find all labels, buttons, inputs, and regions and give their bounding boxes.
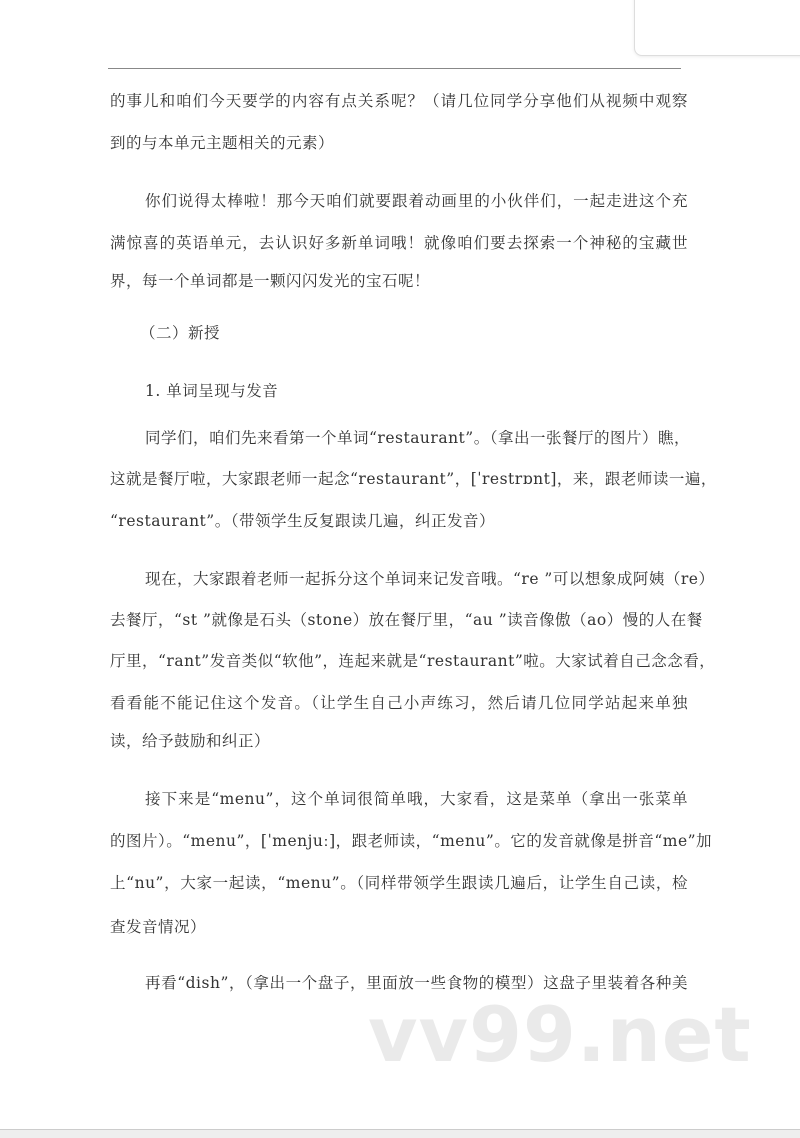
text-line: 这就是餐厅啦，大家跟老师一起念“restaurant”，[ˈrestrɒnt]，来，跟老师读一遍，: [110, 470, 717, 488]
text-line: 读，给予鼓励和纠正）: [110, 732, 271, 750]
text-line: 满惊喜的英语单元，去认识好多新单词哦！就像咱们要去探索一个神秘的宝藏世: [110, 234, 688, 252]
text-line: 接下来是“menu”，这个单词很简单哦，大家看，这是菜单（拿出一张菜单: [145, 790, 688, 808]
header-rule: [108, 68, 681, 69]
text-line: 再看“dish”，（拿出一个盘子，里面放一些食物的模型）这盘子里装着各种美: [145, 974, 688, 992]
section-heading: （二）新授: [140, 324, 221, 342]
text-line: “restaurant”。（带领学生反复跟读几遍，纠正发音）: [110, 512, 495, 530]
text-line: 你们说得太棒啦！那今天咱们就要跟着动画里的小伙伴们，一起走进这个充: [145, 192, 688, 210]
text-line: 厅里，“rant”发音类似“软他”，连起来就是“restaurant”啦。大家试着自己念念看，: [110, 652, 716, 670]
subsection-heading: 1. 单词呈现与发音: [145, 382, 279, 400]
watermark: vv99.net: [368, 990, 752, 1079]
text-line: 的图片）。“menu”，[ˈmenjuː]，跟老师读，“menu”。它的发音就像是拼音“me”加: [110, 832, 713, 850]
text-line: 的事儿和咱们今天要学的内容有点关系呢？（请几位同学分享他们从视频中观察: [110, 92, 688, 110]
text-line: 去餐厅，“st ”就像是石头（stone）放在餐厅里，“au ”读音像傲（ao）慢的人在餐: [110, 611, 703, 629]
text-line: 看看能不能记住这个发音。（让学生自己小声练习，然后请几位同学站起来单独: [110, 694, 688, 712]
text-line: 界，每一个单词都是一颗闪闪发光的宝石呢！: [110, 272, 431, 290]
text-line: 现在，大家跟着老师一起拆分这个单词来记发音哦。“re ”可以想象成阿姨（re）: [145, 570, 715, 588]
text-line: 查发音情况）: [110, 918, 207, 936]
text-line: 同学们，咱们先来看第一个单词“restaurant”。（拿出一张餐厅的图片）瞧，: [145, 429, 690, 447]
overlay-card-corner: [634, 0, 800, 56]
text-line: 上“nu”，大家一起读，“menu”。（同样带领学生跟读几遍后，让学生自己读，检: [110, 874, 688, 892]
text-line: 到的与本单元主题相关的元素）: [110, 134, 335, 152]
